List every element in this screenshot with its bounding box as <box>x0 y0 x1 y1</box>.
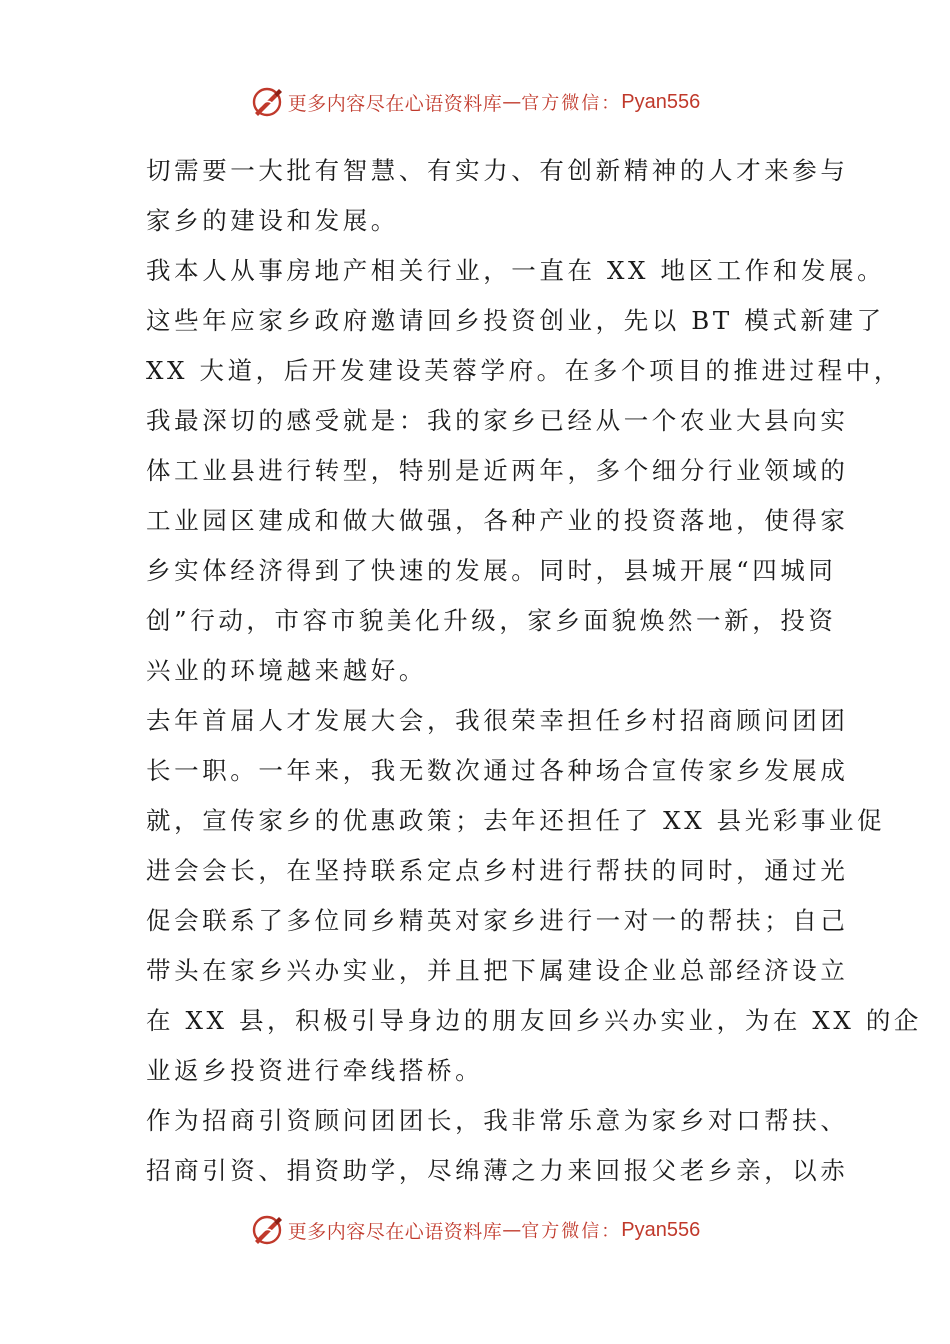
banner-site-text: 更多内容尽在心语资料库 <box>287 92 503 115</box>
body-line: 作为招商引资顾问团团长，我非常乐意为家乡对口帮扶、 <box>146 1106 849 1135</box>
body-line: 乡实体经济得到了快速的发展。同时，县城开展“四城同 <box>146 556 837 585</box>
pen-logo-icon <box>250 85 284 119</box>
body-line: 切需要一大批有智慧、有实力、有创新精神的人才来参与 <box>146 156 849 185</box>
body-line: 带头在家乡兴办实业，并且把下属建设企业总部经济设立 <box>146 956 849 985</box>
banner-dash: — <box>502 91 522 113</box>
banner-wechat-label: 官方微信： <box>521 93 622 114</box>
body-line: 去年首届人才发展大会，我很荣幸担任乡村招商顾问团团 <box>146 706 849 735</box>
body-line: XX 大道，后开发建设芙蓉学府。在多个项目的推进过程中， <box>146 356 902 385</box>
body-line: 体工业县进行转型，特别是近两年，多个细分行业领域的 <box>146 456 849 485</box>
body-line: 家乡的建设和发展。 <box>146 206 399 235</box>
header-banner <box>0 80 950 124</box>
body-line: 兴业的环境越来越好。 <box>146 656 427 685</box>
banner-wechat-id: Pyan556 <box>621 90 701 113</box>
body-line: 进会会长，在坚持联系定点乡村进行帮扶的同时，通过光 <box>146 856 849 885</box>
banner-site-text: 更多内容尽在心语资料库 <box>287 1220 503 1243</box>
footer-banner <box>0 1208 950 1252</box>
body-line: 工业园区建成和做大做强，各种产业的投资落地，使得家 <box>146 506 849 535</box>
body-line: 我本人从事房地产相关行业，一直在 XX 地区工作和发展。 <box>146 256 886 285</box>
body-line: 业返乡投资进行牵线搭桥。 <box>146 1056 484 1085</box>
document-body <box>146 146 923 1196</box>
body-line: 这些年应家乡政府邀请回乡投资创业，先以 BT 模式新建了 <box>146 306 885 335</box>
body-line: 在 XX 县，积极引导身边的朋友回乡兴办实业，为在 XX 的企 <box>146 1006 923 1035</box>
body-line: 长一职。一年来，我无数次通过各种场合宣传家乡发展成 <box>146 756 849 785</box>
pen-logo-icon <box>250 1213 284 1247</box>
body-line: 我最深切的感受就是：我的家乡已经从一个农业大县向实 <box>146 406 849 435</box>
body-line: 招商引资、捐资助学，尽绵薄之力来回报父老乡亲，以赤 <box>146 1156 849 1185</box>
body-line: 就，宣传家乡的优惠政策；去年还担任了 XX 县光彩事业促 <box>146 806 886 835</box>
banner-dash: — <box>502 1219 522 1241</box>
body-line: 创”行动，市容市貌美化升级，家乡面貌焕然一新，投资 <box>146 606 837 635</box>
banner-wechat-id: Pyan556 <box>621 1218 701 1241</box>
body-line: 促会联系了多位同乡精英对家乡进行一对一的帮扶；自己 <box>146 906 849 935</box>
banner-wechat-label: 官方微信： <box>521 1221 622 1242</box>
